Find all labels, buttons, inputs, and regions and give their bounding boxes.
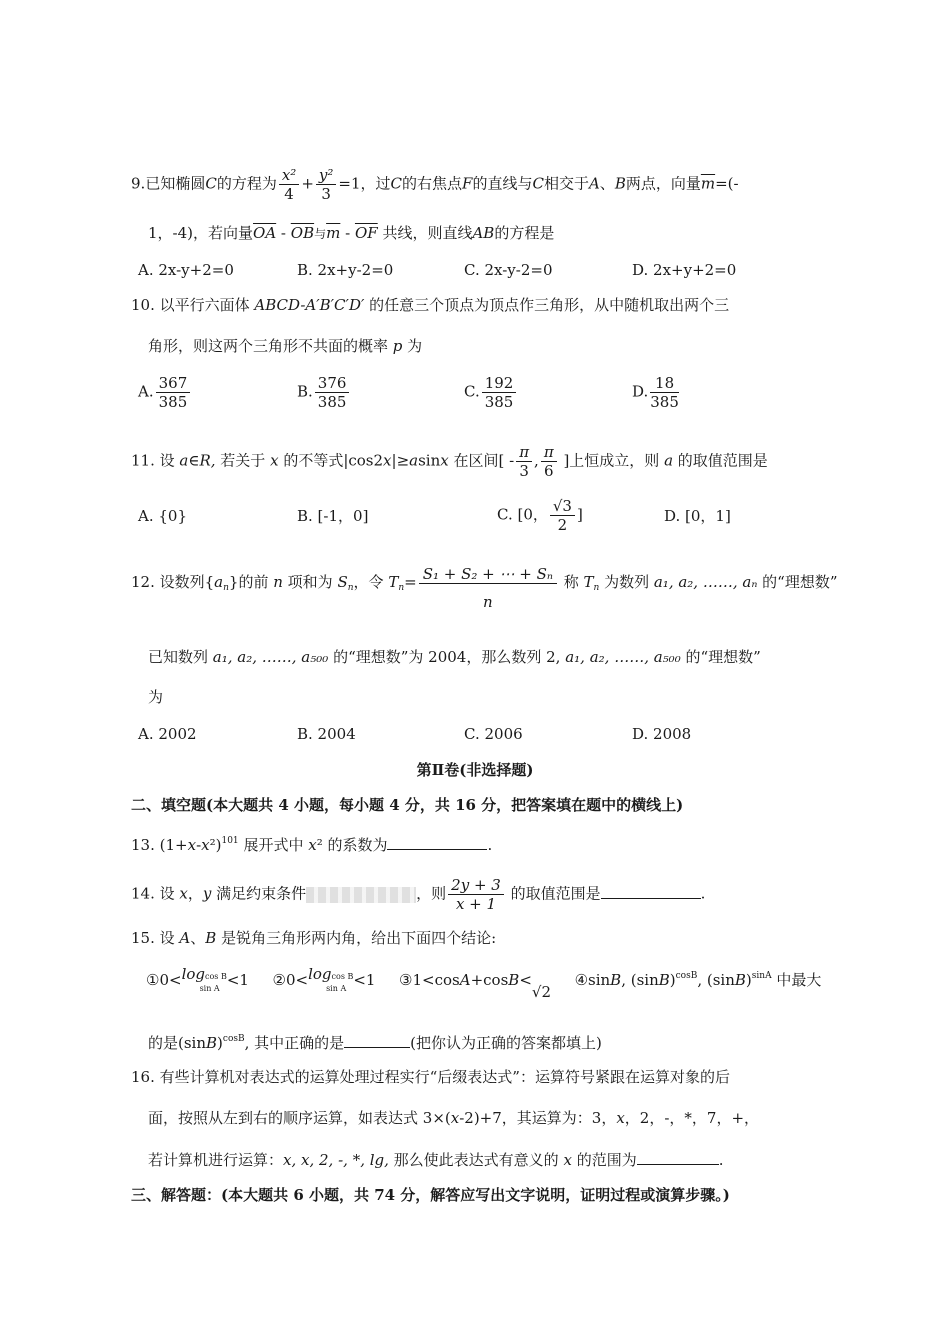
text: 与: [314, 227, 327, 241]
text: <1: [353, 971, 376, 989]
text: 若关于: [215, 451, 271, 470]
subscript: n: [347, 583, 354, 593]
fraction-x2-over-4: [279, 166, 299, 203]
var-x: x: [450, 1109, 460, 1127]
text: 的方程为: [216, 174, 277, 193]
text: 在区间[ -: [448, 451, 515, 470]
var-p: p: [392, 337, 403, 355]
text: +cos: [470, 971, 509, 989]
q9-line1: [131, 166, 739, 203]
text: 已知数列: [148, 648, 213, 666]
text: -: [276, 224, 291, 242]
numerator: 18: [650, 374, 679, 393]
text: 共线，则直线: [377, 224, 473, 242]
fraction-pi-over-3: [516, 443, 532, 480]
text: 10. 以平行六面体: [131, 296, 255, 314]
answer-blank[interactable]: [637, 1164, 719, 1165]
q16-line2: [148, 1107, 759, 1129]
q9-number: 9.: [131, 174, 146, 193]
var-x: x: [179, 884, 188, 903]
text: 若计算机进行运算：: [148, 1151, 284, 1169]
text: ，令: [353, 573, 389, 591]
q10-line1: [131, 294, 729, 316]
sqrt-2: √2: [531, 983, 551, 1001]
exponent: cosB: [675, 971, 698, 981]
text: 的“理想数”: [680, 648, 761, 666]
q9-option-b: B. 2x+y-2=0: [297, 261, 394, 279]
var-b: B: [614, 174, 626, 193]
text: 角形，则这两个三角形不共面的概率: [148, 337, 393, 355]
answer-blank[interactable]: [387, 849, 487, 850]
label: B.: [297, 382, 313, 401]
text: .: [487, 836, 493, 854]
var-f: F: [462, 174, 473, 193]
text: C. [0，: [497, 505, 548, 524]
var-a: a: [409, 451, 419, 470]
var-t: T: [388, 573, 399, 591]
q12-line2: [148, 646, 761, 668]
var-a: a: [664, 451, 674, 470]
postfix-expression: x, x, 2, -, *, lg,: [283, 1151, 389, 1169]
vector-ob: $\overline{OB}$: [290, 224, 315, 242]
text: 13. (1+: [131, 836, 188, 854]
numerator: y²: [316, 166, 337, 185]
conclusion-1: ①0<: [146, 971, 182, 989]
numerator: 376: [315, 374, 350, 393]
q10-option-c: [464, 374, 518, 411]
text: ，2，-，*，7，+，: [624, 1109, 760, 1127]
text: 的范围为: [571, 1151, 637, 1169]
var-b: B: [734, 971, 746, 989]
log: log: [308, 964, 332, 983]
text: 相交于: [543, 174, 589, 193]
denominator: 4: [284, 185, 294, 203]
text: 11. 设: [131, 451, 180, 470]
text: -: [340, 224, 355, 242]
denominator: n: [482, 593, 493, 611]
text: 的不等式|cos2: [278, 451, 384, 470]
var-b: B: [610, 971, 622, 989]
q13-line: [131, 830, 492, 856]
constraint-system-image: [306, 887, 416, 903]
numerator: S₁ + S₂ + ⋯ + Sₙ: [419, 565, 557, 584]
q10-option-a: [138, 374, 192, 411]
text: , (sin: [621, 971, 659, 989]
part2-title: 第Ⅱ卷(非选择题): [416, 761, 534, 779]
q11-option-b: B. [-1，0]: [297, 507, 369, 525]
exponent: 101: [221, 836, 239, 846]
section-solutions: 三、解答题：(本大题共 6 小题，共 74 分，解答应写出文字说明，证明过程或演算步骤。): [131, 1186, 730, 1204]
q16-line1: 16. 有些计算机对表达式的运算处理过程实行“后缀表达式”：运算符号紧跟在运算对象的后: [131, 1068, 730, 1086]
log-expression: [308, 964, 354, 995]
text: .: [718, 1151, 724, 1169]
text: , 其中正确的是: [244, 1034, 345, 1052]
text: 已知椭圆: [145, 174, 206, 193]
var-b: B: [658, 971, 670, 989]
plus: +: [301, 174, 314, 193]
label: D.: [632, 382, 649, 401]
log-base: cos B: [205, 971, 227, 981]
section-fill-in: 二、填空题(本大题共 4 小题，每小题 4 分，共 16 分，把答案填在题中的横线上): [131, 796, 684, 814]
var-b: B: [508, 971, 520, 989]
conclusion-4: ④sin: [574, 971, 611, 989]
var-a: A: [179, 929, 191, 947]
fraction-2y3-over-x1: [448, 876, 504, 913]
text: <1: [226, 971, 249, 989]
denominator: 385: [317, 393, 347, 411]
var-c: C: [205, 174, 217, 193]
var-x: x: [270, 451, 279, 470]
exponent: cosB: [222, 1034, 245, 1044]
text: ,: [534, 451, 539, 470]
text: <: [519, 971, 532, 989]
log: log: [181, 964, 205, 983]
vector-of: $\overline{OF}$: [354, 224, 378, 242]
text: 的取值范围是: [673, 451, 768, 470]
var-a: A: [459, 971, 471, 989]
log-argument: sin A: [199, 983, 220, 993]
text: 的任意三个顶点为顶点作三角形，从中随机取出两个三: [364, 296, 730, 314]
q11-line1: [131, 443, 768, 480]
q9-option-a: A. 2x-y+2=0: [138, 261, 234, 279]
fraction-pi-over-6: [541, 443, 557, 480]
fraction: [156, 374, 191, 411]
text: 15. 设: [131, 929, 180, 947]
exponent: sinA: [751, 971, 772, 981]
denominator: 6: [543, 462, 554, 480]
vector-m: $\overline{m}$: [326, 224, 341, 242]
text: 是锐角三角形两内角，给出下面四个结论:: [216, 929, 497, 947]
numerator: 2y + 3: [448, 876, 504, 895]
var-n: n: [273, 573, 283, 591]
denominator: 3: [519, 462, 529, 480]
var-b: B: [206, 1034, 218, 1052]
var-x: x: [201, 836, 210, 854]
numerator: √3: [550, 497, 575, 516]
q12-line1: [131, 565, 838, 620]
sequence: a₁, a₂, ……, aₙ: [653, 573, 758, 591]
denominator: 2: [557, 516, 568, 534]
q11-option-a: A. {0}: [138, 507, 187, 525]
q10-option-b: [297, 374, 351, 411]
fraction: [482, 374, 517, 411]
conclusion-3: ③1<cos: [399, 971, 460, 989]
var-x: x: [440, 451, 449, 470]
text: 中最大: [771, 971, 822, 989]
q15-line1: [131, 927, 496, 949]
fraction-ideal-number: [419, 565, 557, 620]
denominator: 385: [650, 393, 679, 411]
text: 满足约束条件: [211, 884, 307, 903]
text: 14. 设: [131, 884, 180, 903]
text: 、: [599, 174, 615, 193]
text: ): [669, 971, 676, 989]
var-a: a: [214, 573, 224, 591]
answer-blank[interactable]: [601, 898, 701, 899]
text: 的是(sin: [148, 1034, 207, 1052]
text: 的直线与: [472, 174, 533, 193]
text: 的“理想数”为 2004，那么数列 2,: [328, 648, 566, 666]
label: A.: [138, 382, 154, 401]
fraction-sqrt3-over-2: [550, 497, 575, 534]
text: 称: [558, 573, 584, 591]
text: 12. 设数列{: [131, 573, 215, 591]
text: 为: [402, 337, 423, 355]
var-s: S: [337, 573, 348, 591]
q9-line2: [148, 222, 554, 245]
text: 两点，向量: [625, 174, 701, 193]
text: sin: [418, 451, 441, 470]
text: , (sin: [697, 971, 735, 989]
denominator: 385: [158, 393, 188, 411]
text: ]上恒成立，则: [558, 451, 665, 470]
var-x: x: [383, 451, 392, 470]
text: 的方程是: [494, 224, 555, 242]
q11-option-d: D. [0，1]: [664, 507, 731, 525]
numerator: π: [541, 443, 557, 462]
var-x: x: [563, 1151, 572, 1169]
q10-option-d: [632, 374, 681, 411]
q9-option-d: D. 2x+y+2=0: [632, 261, 737, 279]
text: 、: [190, 929, 206, 947]
vector-oa: $\overline{OA}$: [253, 224, 277, 242]
numerator: π: [516, 443, 532, 462]
text: -: [196, 836, 202, 854]
var-b: B: [205, 929, 217, 947]
conclusion-2: ②0<: [272, 971, 309, 989]
q12-option-b: B. 2004: [297, 725, 356, 743]
text: =1，过: [338, 174, 391, 193]
log-base: cos B: [331, 971, 354, 981]
text: 展开式中: [238, 836, 309, 854]
subscript: n: [223, 583, 229, 593]
numerator: 192: [482, 374, 517, 393]
numerator: x²: [279, 166, 299, 185]
q12-option-d: D. 2008: [632, 725, 692, 743]
text: 项和为: [282, 573, 338, 591]
text: 1，-4)，若向量: [148, 224, 254, 242]
text: 的取值范围是: [505, 884, 601, 903]
text: -2)+7，其运算为：3，: [459, 1109, 617, 1127]
log-expression: [181, 964, 227, 995]
sequence: a₁, a₂, ……, a₅₀₀: [565, 648, 681, 666]
denominator: x + 1: [455, 895, 497, 913]
label: C.: [464, 382, 480, 401]
numerator: 367: [156, 374, 191, 393]
text: 的右焦点: [402, 174, 463, 193]
solid-name: ABCD-A′B′C′D′: [254, 296, 365, 314]
subscript: n: [593, 583, 600, 593]
text: ² 的系数为: [316, 836, 388, 854]
var-c: C: [390, 174, 402, 193]
q11-option-c: [497, 497, 583, 534]
text: ): [745, 971, 752, 989]
var-a: A: [588, 174, 600, 193]
var-y: y: [202, 884, 212, 903]
text: 为数列: [599, 573, 654, 591]
var-x: x: [616, 1109, 625, 1127]
log-argument: sin A: [326, 983, 347, 993]
var-c: C: [532, 174, 544, 193]
text: ): [217, 1034, 223, 1052]
text: ²): [209, 836, 222, 854]
text: ，则: [416, 884, 447, 903]
denominator: 3: [321, 185, 331, 203]
q15-line2: [146, 965, 821, 1003]
fraction: [315, 374, 350, 411]
fraction-y2-over-3: [316, 166, 337, 203]
q10-line2: [148, 335, 422, 357]
text: ，: [187, 884, 203, 903]
q14-line: [131, 876, 705, 913]
var-a: a: [179, 451, 189, 470]
text: ∈R,: [188, 451, 216, 470]
text: .: [700, 884, 706, 903]
q12-option-a: A. 2002: [138, 725, 197, 743]
q9-option-c: C. 2x-y-2=0: [464, 261, 553, 279]
fraction: [650, 374, 679, 411]
var-ab: AB: [472, 224, 495, 242]
q16-line3: [148, 1149, 723, 1171]
var-x: x: [187, 836, 197, 854]
denominator: 385: [484, 393, 514, 411]
text: }的前: [228, 573, 274, 591]
q15-line3: [148, 1028, 602, 1054]
text: 那么使此表达式有意义的: [388, 1151, 564, 1169]
text: |≥: [391, 451, 410, 470]
text: 的“理想数”: [757, 573, 838, 591]
q12-line3: 为: [148, 688, 164, 706]
q12-option-c: C. 2006: [464, 725, 523, 743]
var-t: T: [583, 573, 594, 591]
subscript: n: [398, 583, 405, 593]
text: =: [404, 573, 417, 591]
text: ]: [576, 505, 583, 524]
text: =(-: [715, 174, 739, 193]
text: (把你认为正确的答案都填上): [410, 1034, 602, 1052]
vector-m: $\overline{m}$: [700, 174, 716, 193]
var-x: x: [308, 836, 317, 854]
answer-blank[interactable]: [344, 1047, 410, 1048]
text: 面，按照从左到右的顺序运算，如表达式 3×(: [148, 1109, 451, 1127]
sequence: a₁, a₂, ……, a₅₀₀: [212, 648, 329, 666]
